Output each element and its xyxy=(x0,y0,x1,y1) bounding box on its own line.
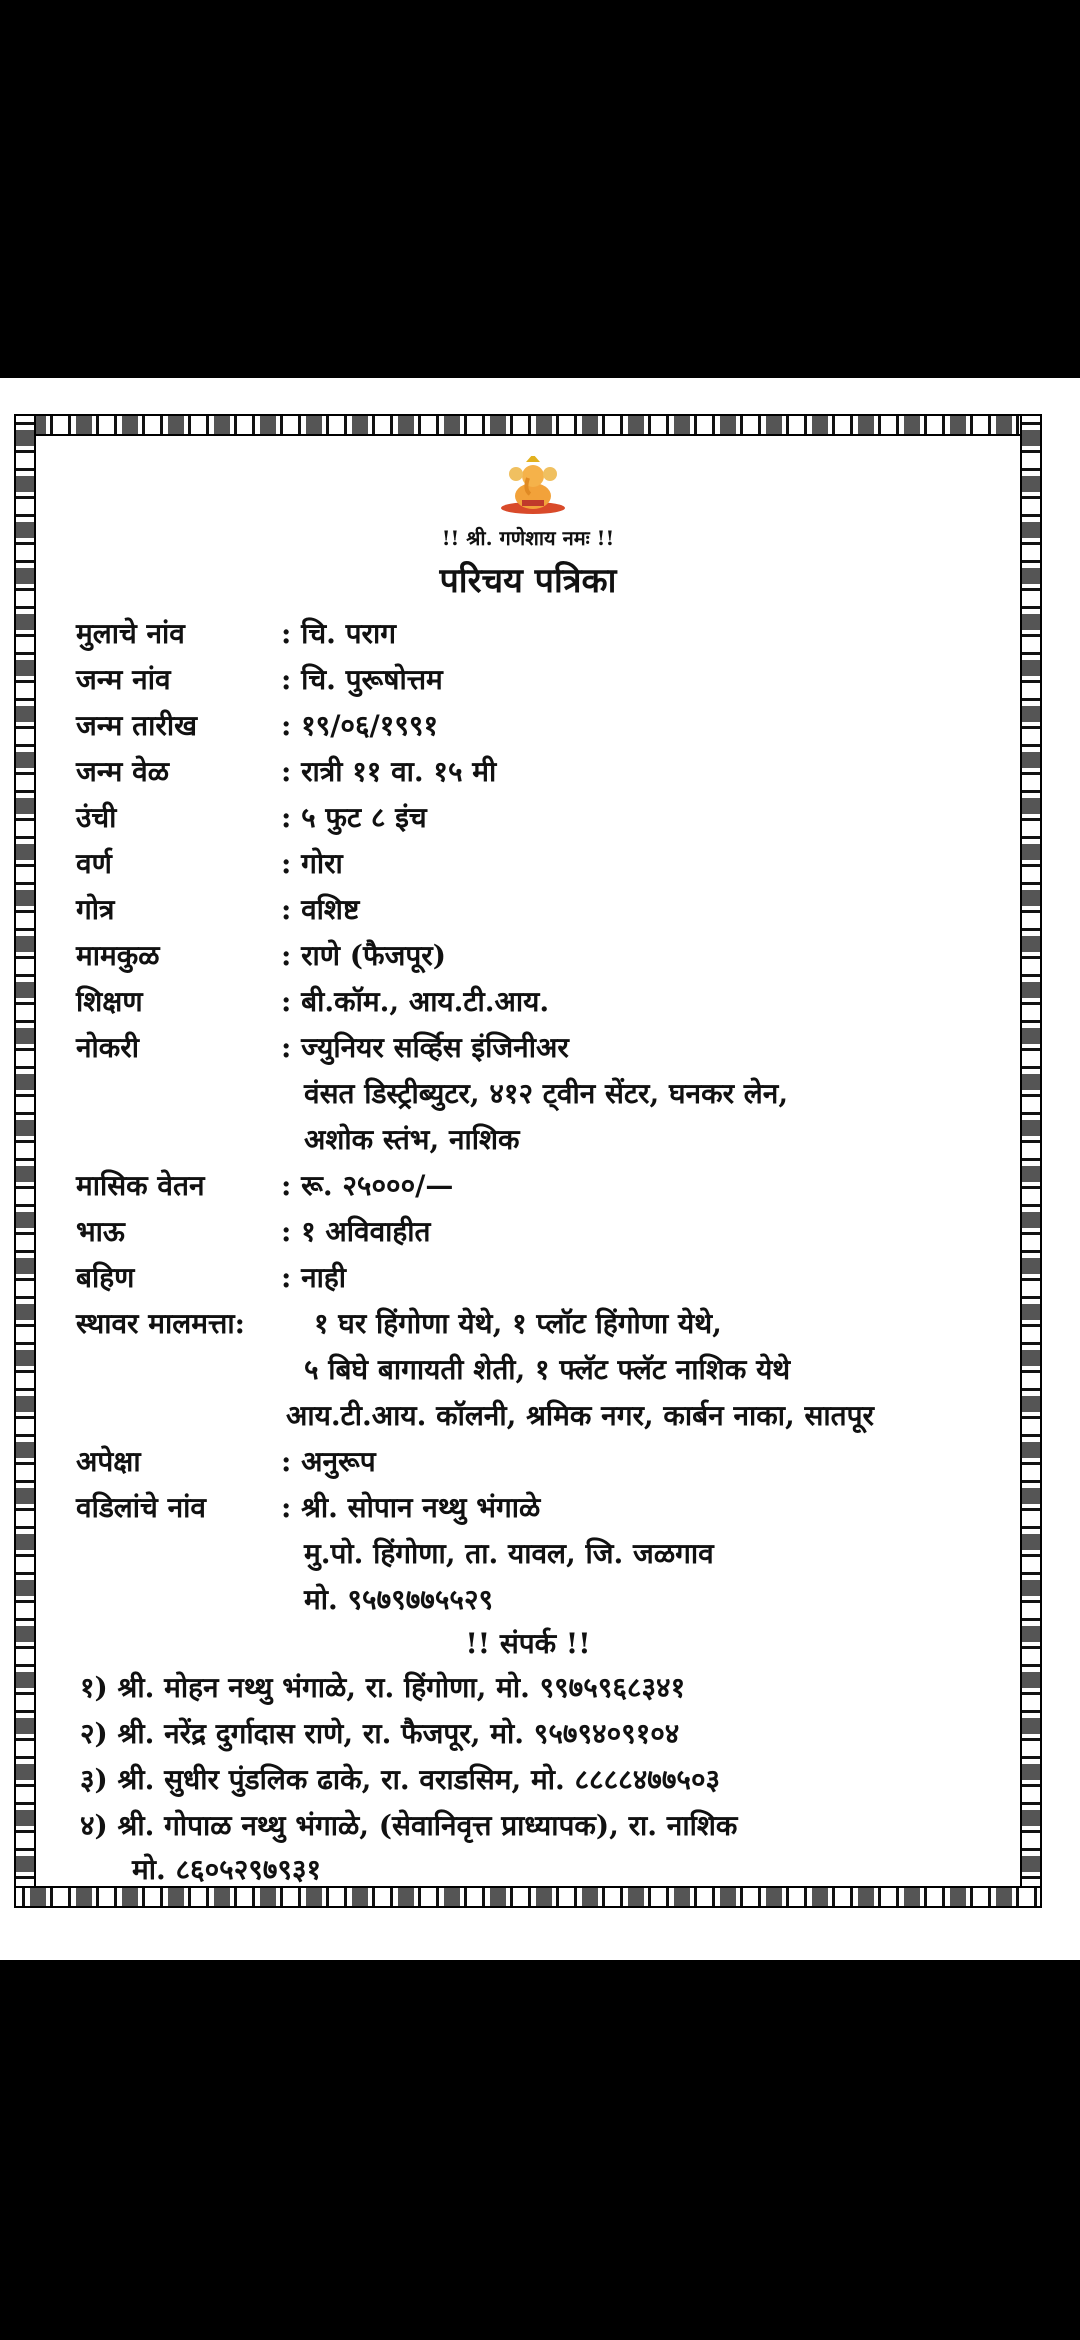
property-line-2: ५ बिघे बागायती शेती, १ फ्लॅट फ्लॅट नाशिक येथे xyxy=(304,1353,791,1386)
label-education: शिक्षण xyxy=(76,985,143,1018)
value-job: : ज्युनियर सर्व्हिस इंजिनीअर xyxy=(281,1031,569,1064)
label-maternal-family: मामकुळ xyxy=(76,939,160,972)
job-address-line-1: वंसत डिस्ट्रीब्युटर, ४१२ ट्वीन सेंटर, घनकर लेन, xyxy=(304,1077,789,1110)
label-property: स्थावर मालमत्ता: xyxy=(76,1307,245,1340)
label-expectation: अपेक्षा xyxy=(76,1445,141,1478)
property-line-3: आय.टी.आय. कॉलनी, श्रमिक नगर, कार्बन नाका, सातपूर xyxy=(286,1399,874,1432)
property-line-1: १ घर हिंगोणा येथे, १ प्लॉट हिंगोणा येथे, xyxy=(314,1307,722,1340)
biodata-content xyxy=(36,436,1020,1886)
label-birth-time: जन्म वेळ xyxy=(76,755,170,788)
value-maternal-family: : राणे (फैजपूर) xyxy=(281,939,446,972)
label-name: मुलाचे नांव xyxy=(76,617,185,650)
contact-item-4-mobile: मो. ८६०५२९७९३१ xyxy=(132,1853,322,1886)
value-salary: : रू. २५०००/— xyxy=(281,1169,454,1202)
contact-item-3: ३) श्री. सुधीर पुंडलिक ढाके, रा. वराडसिम, मो. ८८८८४७७५०३ xyxy=(80,1763,721,1796)
value-name: : चि. पराग xyxy=(281,617,396,650)
label-complexion: वर्ण xyxy=(76,847,112,880)
border-left xyxy=(14,414,36,1908)
value-gotra: : वशिष्ट xyxy=(281,893,360,926)
label-height: उंची xyxy=(76,801,117,834)
label-gotra: गोत्र xyxy=(76,893,115,926)
value-birth-time: : रात्री ११ वा. १५ मी xyxy=(281,755,497,788)
decorative-frame xyxy=(14,414,1042,1908)
label-sister: बहिण xyxy=(76,1261,135,1294)
ganesh-icon xyxy=(498,456,568,516)
value-father-name: : श्री. सोपान नथ्थु भंगाळे xyxy=(281,1491,541,1524)
father-mobile: मो. ९५७९७७५५२९ xyxy=(304,1583,494,1616)
label-birth-name: जन्म नांव xyxy=(76,663,171,696)
label-father-name: वडिलांचे नांव xyxy=(76,1491,206,1524)
contact-title: !! संपर्क !! xyxy=(465,1627,591,1660)
value-sister: : नाही xyxy=(281,1261,346,1294)
border-bottom xyxy=(14,1886,1042,1908)
label-job: नोकरी xyxy=(76,1031,140,1064)
border-right xyxy=(1020,414,1042,1908)
border-top xyxy=(14,414,1042,436)
document-title: परिचय पत्रिका xyxy=(439,561,617,601)
value-birth-name: : चि. पुरूषोत्तम xyxy=(281,663,443,696)
value-brother: : १ अविवाहीत xyxy=(281,1215,431,1248)
father-address: मु.पो. हिंगोणा, ता. यावल, जि. जळगाव xyxy=(304,1537,714,1570)
contact-item-1: १) श्री. मोहन नथ्थु भंगाळे, रा. हिंगोणा, मो. ९९७५९६८३४१ xyxy=(80,1671,686,1704)
biodata-card xyxy=(0,378,1080,1960)
contact-item-4: ४) श्री. गोपाळ नथ्थु भंगाळे, (सेवानिवृत्त प्राध्यापक), रा. नाशिक xyxy=(80,1809,738,1842)
value-complexion: : गोरा xyxy=(281,847,343,880)
contact-item-2: २) श्री. नरेंद्र दुर्गादास राणे, रा. फैजपूर, मो. ९५७९४०९१०४ xyxy=(80,1717,680,1750)
label-salary: मासिक वेतन xyxy=(76,1169,205,1202)
value-expectation: : अनुरूप xyxy=(281,1445,376,1478)
value-education: : बी.कॉम., आय.टी.आय. xyxy=(281,985,550,1018)
value-height: : ५ फुट ८ इंच xyxy=(281,801,427,834)
value-birth-date: : १९/०६/१९९१ xyxy=(281,709,439,742)
salutation: !! श्री. गणेशाय नमः !! xyxy=(441,526,615,550)
label-birth-date: जन्म तारीख xyxy=(76,709,197,742)
label-brother: भाऊ xyxy=(76,1215,125,1248)
job-address-line-2: अशोक स्तंभ, नाशिक xyxy=(304,1123,520,1156)
